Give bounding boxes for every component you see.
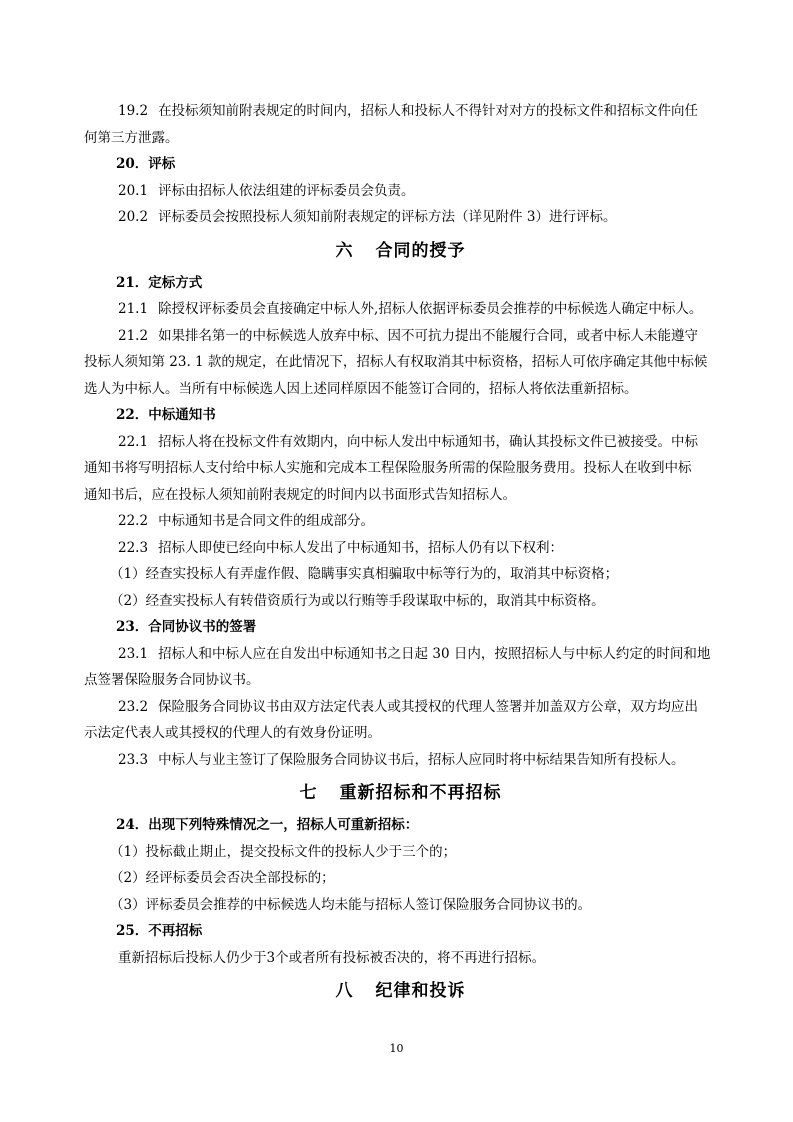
section-name: 重新招标和不再招标 xyxy=(339,783,502,803)
paragraph-22-1-line3: 通知书后，应在投标人须知前附表规定的时间内以书面形式告知招标人。 xyxy=(84,486,516,503)
paragraph-23-2-line2: 示法定代表人或其授权的代理人的有效身份证明。 xyxy=(84,725,381,741)
list-item-24-3: （3）评标委员会推荐的中标候选人均未能与招标人签订保险服务合同协议书的。 xyxy=(110,896,592,913)
paragraph-23-3 xyxy=(84,747,717,774)
clause-text: 除授权评标委员会直接确定中标人外,招标人依据评标委员会推荐的中标候选人确定中标人。 xyxy=(158,301,703,317)
clause-text: 招标人将在投标文件有效期内，向中标人发出中标通知书，确认其投标文件已被接受。中标 xyxy=(158,433,699,450)
clause-number: 23.2 xyxy=(118,698,149,715)
paragraph-25: 重新招标后投标人仍少于3个或者所有投标被否决的，将不再进行招标。 xyxy=(118,949,546,966)
section-title-6 xyxy=(84,239,717,263)
paragraph-19-2-line2: 何第三方泄露。 xyxy=(84,129,179,146)
paragraph-21-2-line2: 投标人须知第 23. 1 款的规定，在此情况下，招标人有权取消其中标资格，招标人可依序确定其他中标候 xyxy=(84,354,708,370)
paragraph-23-1-line1 xyxy=(84,641,717,668)
section-title-8 xyxy=(84,979,717,1003)
clause-text: 中标人与业主签订了保险服务合同协议书后，招标人应同时将中标结果告知所有投标人。 xyxy=(158,751,685,768)
clause-number: 19.2 xyxy=(118,103,149,119)
clause-text: 中标通知书是合同文件的组成部分。 xyxy=(158,513,375,529)
list-item-24-2: （2）经评标委员会否决全部投标的； xyxy=(110,870,335,886)
clause-text: 招标人和中标人应在自发出中标通知书之日起 30 日内，按照招标人与中标人约定的时间和地 xyxy=(158,645,711,662)
section-number: 七 xyxy=(299,783,318,803)
heading-25: 25．不再招标 xyxy=(116,923,203,939)
section-name: 合同的授予 xyxy=(375,240,466,261)
clause-number: 23.1 xyxy=(118,645,149,662)
paragraph-20-2 xyxy=(84,204,717,231)
clause-text: 在投标须知前附表规定的时间内，招标人和投标人不得针对对方的投标文件和招标文件向任 xyxy=(158,103,699,119)
paragraph-22-1-line2: 通知书将写明招标人支付给中标人实施和完成本工程保险服务所需的保险服务费用。投标人在收到中标 xyxy=(84,460,692,476)
paragraph-22-3 xyxy=(84,535,717,562)
clause-number: 21.1 xyxy=(118,301,149,317)
clause-text: 保险服务合同协议书由双方法定代表人或其授权的代理人签署并加盖双方公章，双方均应出 xyxy=(158,698,699,715)
section-number: 六 xyxy=(335,240,354,261)
section-number: 八 xyxy=(335,981,354,1001)
clause-number: 22.2 xyxy=(118,513,149,529)
paragraph-21-2-line3: 选人为中标人。当所有中标候选人因上述同样原因不能签订合同的，招标人将依法重新招标。 xyxy=(84,380,638,397)
clause-number: 22.1 xyxy=(118,433,149,450)
paragraph-20-1 xyxy=(84,178,717,205)
heading-22: 22．中标通知书 xyxy=(116,407,216,423)
paragraph-23-1-line2: 点签署保险服务合同协议书。 xyxy=(84,672,260,688)
heading-20: 20．评标 xyxy=(116,156,176,172)
paragraph-22-1-line1 xyxy=(84,429,717,456)
clause-text: 评标委员会按照投标人须知前附表规定的评标方法（详见附件 3）进行评标。 xyxy=(158,209,617,225)
paragraph-21-1 xyxy=(84,296,717,323)
list-item-22-3-2: （2）经查实投标人有转借资质行为或以行贿等手段谋取中标的，取消其中标资格。 xyxy=(110,592,605,609)
clause-number: 20.1 xyxy=(118,182,149,199)
heading-23: 23．合同协议书的签署 xyxy=(116,619,257,635)
clause-number: 23.3 xyxy=(118,751,149,768)
clause-number: 20.2 xyxy=(118,209,149,225)
section-title-7 xyxy=(84,781,717,805)
paragraph-19-2-line1 xyxy=(84,98,717,125)
clause-text: 招标人即使已经向中标人发出了中标通知书，招标人仍有以下权利： xyxy=(158,539,564,556)
paragraph-21-2-line1 xyxy=(84,323,717,350)
clause-text: 如果排名第一的中标候选人放弃中标、因不可抗力提出不能履行合同，或者中标人未能遵守 xyxy=(158,327,699,344)
clause-number: 21.2 xyxy=(118,327,149,344)
paragraph-23-2-line1 xyxy=(84,694,717,721)
paragraph-22-2 xyxy=(84,508,717,535)
section-name: 纪律和投诉 xyxy=(375,981,466,1001)
clause-number: 22.3 xyxy=(118,539,149,556)
list-item-22-3-1: （1）经查实投标人有弄虚作假、隐瞒事实真相骗取中标等行为的，取消其中标资格； xyxy=(110,566,619,582)
list-item-24-1: （1）投标截止期止，提交投标文件的投标人少于三个的； xyxy=(110,843,457,860)
clause-text: 评标由招标人依法组建的评标委员会负责。 xyxy=(158,182,415,199)
heading-21: 21．定标方式 xyxy=(116,274,203,291)
page-number: 10 xyxy=(389,1042,404,1055)
heading-24: 24．出现下列特殊情况之一，招标人可重新招标： xyxy=(116,817,419,833)
